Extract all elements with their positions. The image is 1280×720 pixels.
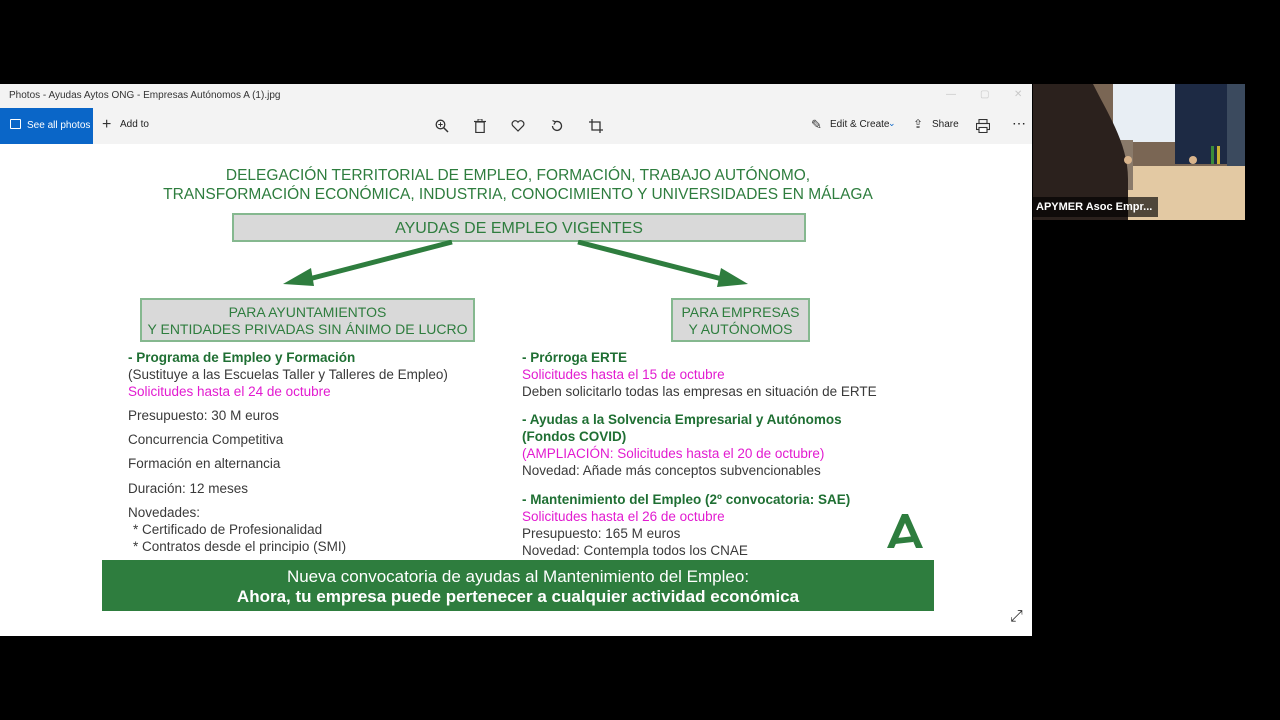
expand-icon[interactable]: ⤢ bbox=[1010, 608, 1023, 625]
program-title: - Programa de Empleo y Formación bbox=[128, 350, 356, 365]
maintenance-note: Novedad: Contempla todos los CNAE bbox=[522, 543, 748, 558]
banner-line1: Nueva convocatoria de ayudas al Mantenimiento del Empleo: bbox=[286, 567, 750, 586]
solvency-note: Novedad: Añade más conceptos subvencionables bbox=[522, 463, 821, 478]
program-news-item: * Certificado de Profesionalidad bbox=[133, 522, 323, 537]
slide-header-line1: DELEGACIÓN TERRITORIAL DE EMPLEO, FORMACIÓN, TRABAJO AUTÓNOMO, bbox=[225, 167, 811, 184]
left-category-line2: Y ENTIDADES PRIVADAS SIN ÁNIMO DE LUCRO bbox=[147, 321, 468, 337]
program-subtitle: (Sustituye a las Escuelas Taller y Talleres de Empleo) bbox=[128, 367, 448, 382]
maintenance-deadline: Solicitudes hasta el 26 de octubre bbox=[522, 509, 725, 524]
photos-icon bbox=[10, 119, 21, 129]
participant-name: APYMER Asoc Empr... bbox=[1033, 197, 1158, 217]
branch-arrows bbox=[100, 240, 936, 290]
share-icon: ⇪ bbox=[913, 117, 924, 131]
right-category-box bbox=[671, 298, 810, 342]
edit-create-label: Edit & Create bbox=[830, 119, 890, 130]
title-bar bbox=[0, 84, 1032, 108]
photos-window bbox=[0, 84, 1032, 636]
add-to-button[interactable] bbox=[102, 108, 162, 144]
share-label: Share bbox=[932, 119, 959, 130]
solvency-title-line2: (Fondos COVID) bbox=[522, 429, 627, 444]
more-icon[interactable]: ⋯ bbox=[1012, 115, 1026, 131]
maintenance-title: - Mantenimiento del Empleo (2º convocatoria: SAE) bbox=[522, 492, 851, 507]
banner-line2: Ahora, tu empresa puede pertenecer a cualquier actividad económica bbox=[236, 587, 800, 606]
main-heading: AYUDAS DE EMPLEO VIGENTES bbox=[395, 220, 643, 237]
junta-andalucia-logo bbox=[885, 512, 925, 550]
solvency-title: - Ayudas a la Solvencia Empresarial y Autónomos bbox=[522, 412, 842, 427]
program-training: Formación en alternancia bbox=[128, 456, 281, 471]
right-category-line2: Y AUTÓNOMOS bbox=[688, 321, 793, 337]
slide-image bbox=[100, 144, 936, 614]
erte-deadline: Solicitudes hasta el 15 de octubre bbox=[522, 367, 725, 382]
plus-icon: + bbox=[102, 116, 112, 133]
toolbar bbox=[0, 108, 1032, 144]
slide-header-line2: TRANSFORMACIÓN ECONÓMICA, INDUSTRIA, CONOCIMIENTO Y UNIVERSIDADES EN MÁLAGA bbox=[163, 186, 873, 203]
announcement-banner bbox=[102, 560, 934, 611]
erte-note: Deben solicitarlo todas las empresas en situación de ERTE bbox=[522, 384, 877, 399]
close-button[interactable]: ✕ bbox=[1014, 89, 1023, 100]
rotate-icon[interactable] bbox=[550, 119, 564, 133]
add-to-label: Add to bbox=[120, 119, 149, 130]
minimize-button[interactable]: — bbox=[946, 89, 956, 100]
window-title: Photos - Ayudas Aytos ONG - Empresas Autónomos A (1).jpg bbox=[9, 90, 281, 101]
program-deadline: Solicitudes hasta el 24 de octubre bbox=[128, 384, 331, 399]
program-duration: Duración: 12 meses bbox=[128, 481, 249, 496]
maximize-button[interactable]: ▢ bbox=[980, 89, 990, 100]
erte-title: - Prórroga ERTE bbox=[522, 350, 628, 365]
right-category-line1: PARA EMPRESAS bbox=[681, 304, 800, 320]
main-heading-box bbox=[232, 213, 806, 242]
share-button[interactable] bbox=[913, 108, 963, 144]
left-category-line1: PARA AYUNTAMIENTOS bbox=[228, 304, 387, 320]
program-news-label: Novedades: bbox=[128, 505, 201, 520]
program-competition: Concurrencia Competitiva bbox=[128, 432, 284, 447]
see-all-photos-label: See all photos bbox=[27, 120, 91, 131]
zoom-in-icon[interactable] bbox=[435, 119, 449, 133]
favorite-icon[interactable] bbox=[511, 120, 525, 132]
chevron-down-icon: ⌄ bbox=[888, 118, 896, 128]
maintenance-budget: Presupuesto: 165 M euros bbox=[522, 526, 681, 541]
edit-icon: ✎ bbox=[811, 117, 822, 132]
see-all-photos-button[interactable] bbox=[0, 108, 93, 144]
solvency-deadline: (AMPLIACIÓN: Solicitudes hasta el 20 de octubre) bbox=[522, 446, 825, 461]
photo-viewer bbox=[0, 144, 1032, 636]
crop-icon[interactable] bbox=[589, 119, 603, 133]
program-news-item: * Contratos desde el principio (SMI) bbox=[133, 539, 347, 554]
delete-icon[interactable] bbox=[474, 119, 486, 133]
left-category-box bbox=[140, 298, 475, 342]
program-budget: Presupuesto: 30 M euros bbox=[128, 408, 279, 423]
edit-create-button[interactable] bbox=[811, 108, 901, 144]
print-icon[interactable] bbox=[976, 119, 990, 133]
